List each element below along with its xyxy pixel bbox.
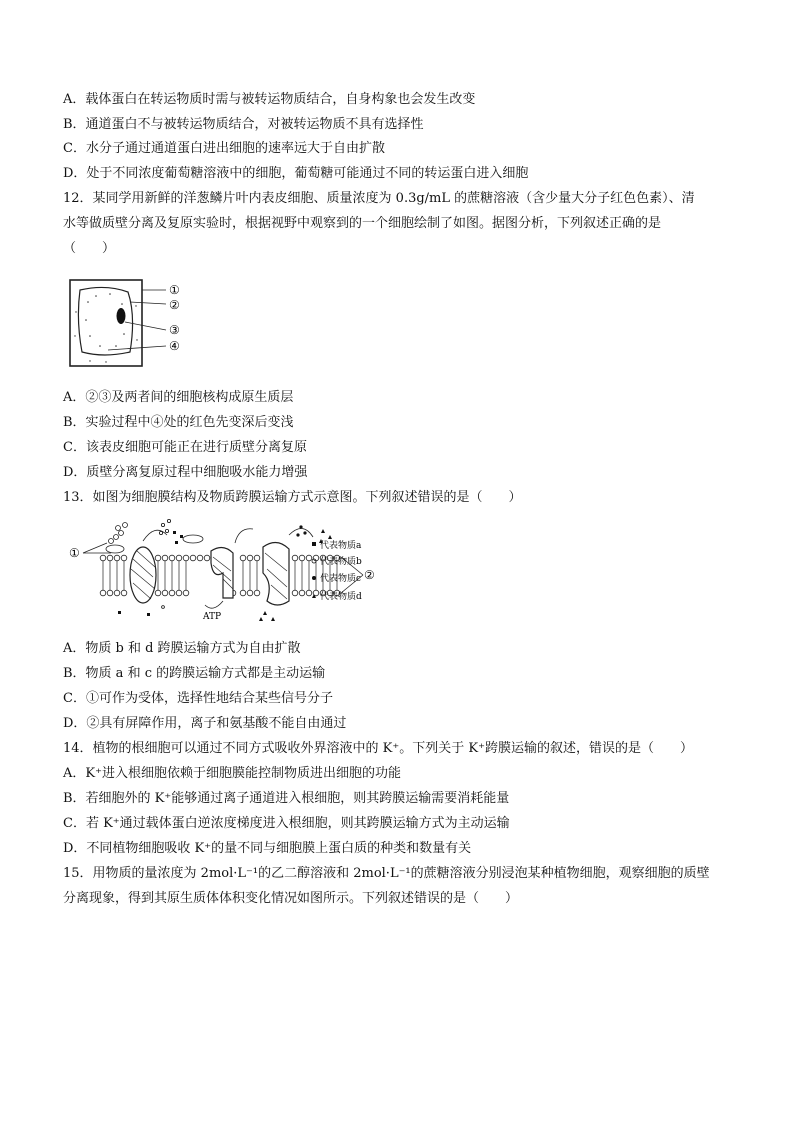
q14-stem: 14．植物的根细胞可以通过不同方式吸收外界溶液中的 K⁺。下列关于 K⁺跨膜运输的叙述，错误的是（ ） xyxy=(63,741,693,756)
q14-option-b: B．若细胞外的 K⁺能够通过离子通道进入根细胞，则其跨膜运输需要消耗能量 xyxy=(63,791,510,806)
q15-stem-line1: 15．用物质的量浓度为 2mol·L⁻¹的乙二醇溶液和 2mol·L⁻¹的蔗糖溶液分别浸泡某种植物细胞，观察细胞的质壁 xyxy=(63,866,710,881)
q13-option-d: D．②具有屏障作用，离子和氨基酸不能自由通过 xyxy=(63,716,347,731)
legend-item-c: 代表物质c xyxy=(320,574,362,584)
legend-filled-circle-icon xyxy=(312,576,316,580)
q11-option-a: A．载体蛋白在转运物质时需与被转运物质结合，自身构象也会发生改变 xyxy=(63,92,476,107)
q13-label-1: ① xyxy=(69,546,80,560)
legend-item-b: 代表物质b xyxy=(320,557,362,567)
q14-option-c: C．若 K⁺通过载体蛋白逆浓度梯度进入根细胞，则其跨膜运输方式为主动运输 xyxy=(63,816,510,831)
q11-option-c: C．水分子通过通道蛋白进出细胞的速率远大于自由扩散 xyxy=(63,141,385,156)
q13-label-2: ② xyxy=(364,568,375,582)
legend-square-icon xyxy=(312,542,316,546)
q13-option-a: A．物质 b 和 d 跨膜运输方式为自由扩散 xyxy=(63,641,301,656)
q12-option-d: D．质壁分离复原过程中细胞吸水能力增强 xyxy=(63,465,308,480)
q13-option-b: B．物质 a 和 c 的跨膜运输方式都是主动运输 xyxy=(63,666,326,681)
q12-label-1: ① xyxy=(169,283,180,297)
q12-option-c: C．该表皮细胞可能正在进行质壁分离复原 xyxy=(63,440,307,455)
q14-option-a: A．K⁺进入根细胞依赖于细胞膜能控制物质进出细胞的功能 xyxy=(63,766,401,781)
q14-option-d: D．不同植物细胞吸收 K⁺的量不同与细胞膜上蛋白质的种类和数量有关 xyxy=(63,841,472,856)
q12-option-a: A．②③及两者间的细胞核构成原生质层 xyxy=(63,390,294,405)
legend-item-d: 代表物质d xyxy=(320,592,362,602)
q12-stem-line1: 12．某同学用新鲜的洋葱鳞片叶内表皮细胞、质量浓度为 0.3g/mL 的蔗糖溶液（含少量大分子红色色素）、清 xyxy=(63,191,695,206)
legend-item-a: 代表物质a xyxy=(320,541,362,551)
q15-stem-line2: 分离现象，得到其原生质体体积变化情况如图所示。下列叙述错误的是（ ） xyxy=(63,891,519,906)
q13-atp-label: ATP xyxy=(203,612,222,622)
legend-triangle-icon xyxy=(312,594,316,598)
q13-stem: 13．如图为细胞膜结构及物质跨膜运输方式示意图。下列叙述错误的是（ ） xyxy=(63,490,522,505)
legend-open-circle-icon xyxy=(312,559,316,563)
q12-stem-line2: 水等做质壁分离及复原实验时，根据视野中观察到的一个细胞绘制了如图。据图分析，下列叙述正确的是 xyxy=(63,216,662,231)
q12-label-3: ③ xyxy=(169,323,180,337)
q12-label-2: ② xyxy=(169,298,180,312)
q11-option-d: D．处于不同浓度葡萄糖溶液中的细胞，葡萄糖可能通过不同的转运蛋白进入细胞 xyxy=(63,166,529,181)
q12-paren: （ ） xyxy=(63,241,116,256)
q13-legend xyxy=(310,538,380,614)
q12-option-b: B．实验过程中④处的红色先变深后变浅 xyxy=(63,415,294,430)
q13-option-c: C．①可作为受体，选择性地结合某些信号分子 xyxy=(63,691,333,706)
q12-cell-figure xyxy=(66,276,196,371)
q12-label-4: ④ xyxy=(169,339,180,353)
q11-option-b: B．通道蛋白不与被转运物质结合，对被转运物质不具有选择性 xyxy=(63,117,424,132)
